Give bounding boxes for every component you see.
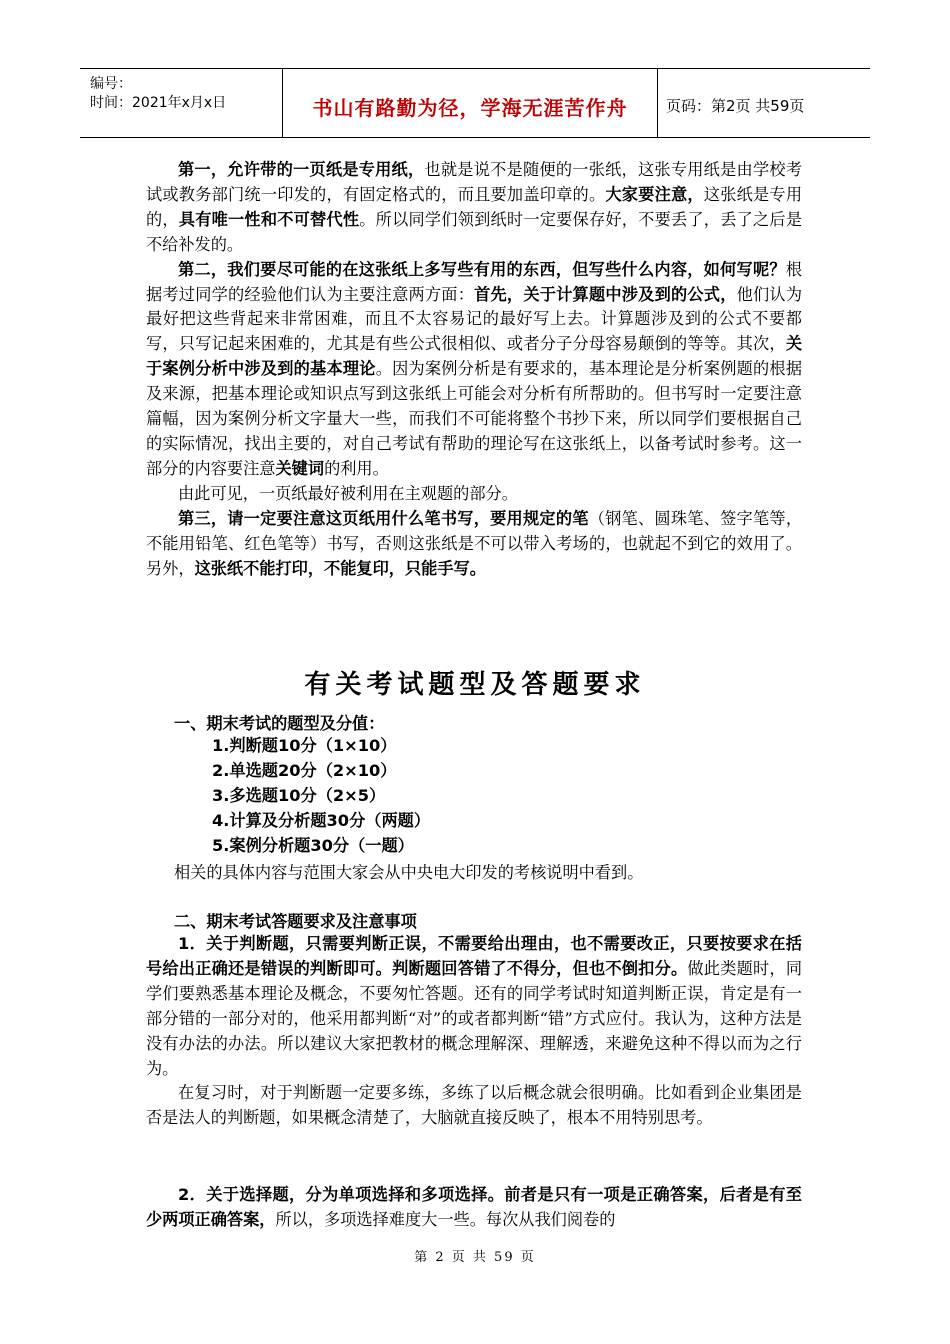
- list-item: 2.单选题20分（2×10）: [212, 761, 397, 780]
- paragraph-third: 第三，请一定要注意这页纸用什么笔书写，要用规定的笔（钢笔、圆珠笔、签字笔等，不能用铅笔、红色笔等）书写，否则这张纸是不可以带入考场的，也就起不到它的效用了。另外，这张纸不能打印，不能复印，只能手写。: [146, 508, 803, 578]
- header-page-cell: [658, 69, 870, 137]
- list-item: 3.多选题10分（2×5）: [212, 786, 386, 805]
- section2-choice: [146, 1183, 802, 1233]
- paragraph-summary: 由此可见，一页纸最好被利用在主观题的部分。: [178, 483, 518, 503]
- page-header: [80, 68, 870, 138]
- section1-heading: 一、期末考试的题型及分值：: [174, 714, 385, 733]
- paragraph-judgement: 1．关于判断题，只需要判断正误，不需要给出理由，也不需要改正，只要按要求在括号给出正确还是错误的判断即可。判断题回答错了不得分，但也不倒扣分。做此类题时，同学们要熟悉基本理论及概念，不要匆忙答题。还有的同学考试时知道判断正误，肯定是有一部分错的一部分对的，他采用都判断“对”的或者都判断“错”方式应付。我认为，这种方法是没有办法的办法。所以建议大家把教材的概念理解深、理解透，来避免这种不得以而为之行为。: [146, 934, 803, 1078]
- header-number: 编号：: [90, 76, 132, 92]
- header-meta: [80, 69, 282, 137]
- section1-note: 相关的具体内容与范围大家会从中央电大印发的考核说明中看到。: [174, 863, 644, 882]
- header-time: 时间：2021年x月x日: [90, 95, 227, 111]
- section2-heading: 二、期末考试答题要求及注意事项: [174, 912, 417, 931]
- page-footer: 第 2 页 共 59 页: [414, 1250, 536, 1265]
- list-item: 1.判断题10分（1×10）: [212, 736, 397, 755]
- section2-paragraphs: [146, 932, 802, 1131]
- list-item: 5.案例分析题30分（一题）: [212, 836, 414, 855]
- paragraph-second: 第二，我们要尽可能的在这张纸上多写些有用的东西，但写些什么内容，如何写呢？根据考过同学的经验他们认为主要注意两方面：首先，关于计算题中涉及到的公式，他们认为最好把这些背起来非常困难，而且不太容易记的最好写上去。计算题涉及到的公式不要都写，只写记起来困难的，尤其是有些公式很相似、或者分子分母容易颠倒的等等。其次，关于案例分析中涉及到的基本理论。因为案例分析是有要求的，基本理论是分析案例题的根据及来源，把基本理论或知识点写到这张纸上可能会对分析有所帮助的。但书写时一定要注意篇幅，因为案例分析文字量大一些，而我们不可能将整个书抄下来，所以同学们要根据自己的实际情况，找出主要的，对自己考试有帮助的理论写在这张纸上，以备考试时参考。这一部分的内容要注意关键词的利用。: [146, 259, 803, 478]
- list-item: 4.计算及分析题30分（两题）: [212, 811, 431, 830]
- header-motto-cell: [282, 69, 658, 137]
- paragraph-choice: 2．关于选择题，分为单项选择和多项选择。前者是只有一项是正确答案，后者是有至少两项正确答案，所以，多项选择难度大一些。每次从我们阅卷的: [146, 1185, 802, 1229]
- section-title: 有关考试题型及答题要求: [304, 670, 646, 700]
- header-motto: 书山有路勤为径，学海无涯苦作舟: [312, 95, 628, 120]
- intro-paragraphs: [146, 158, 802, 581]
- question-type-list: [212, 733, 430, 858]
- header-page-info: 页码：第2页 共59页: [666, 96, 805, 115]
- paragraph-review: 在复习时，对于判断题一定要多练，多练了以后概念就会很明确。比如看到企业集团是否是法人的判断题，如果概念清楚了，大脑就直接反映了，根本不用特别思考。: [146, 1083, 802, 1128]
- paragraph-first: 第一，允许带的一页纸是专用纸，也就是说不是随便的一张纸，这张专用纸是由学校考试或教务部门统一印发的，有固定格式的，而且要加盖印章的。大家要注意，这张纸是专用的，具有唯一性和不可替代性。所以同学们领到纸时一定要保存好，不要丢了，丢了之后是不给补发的。: [146, 160, 803, 254]
